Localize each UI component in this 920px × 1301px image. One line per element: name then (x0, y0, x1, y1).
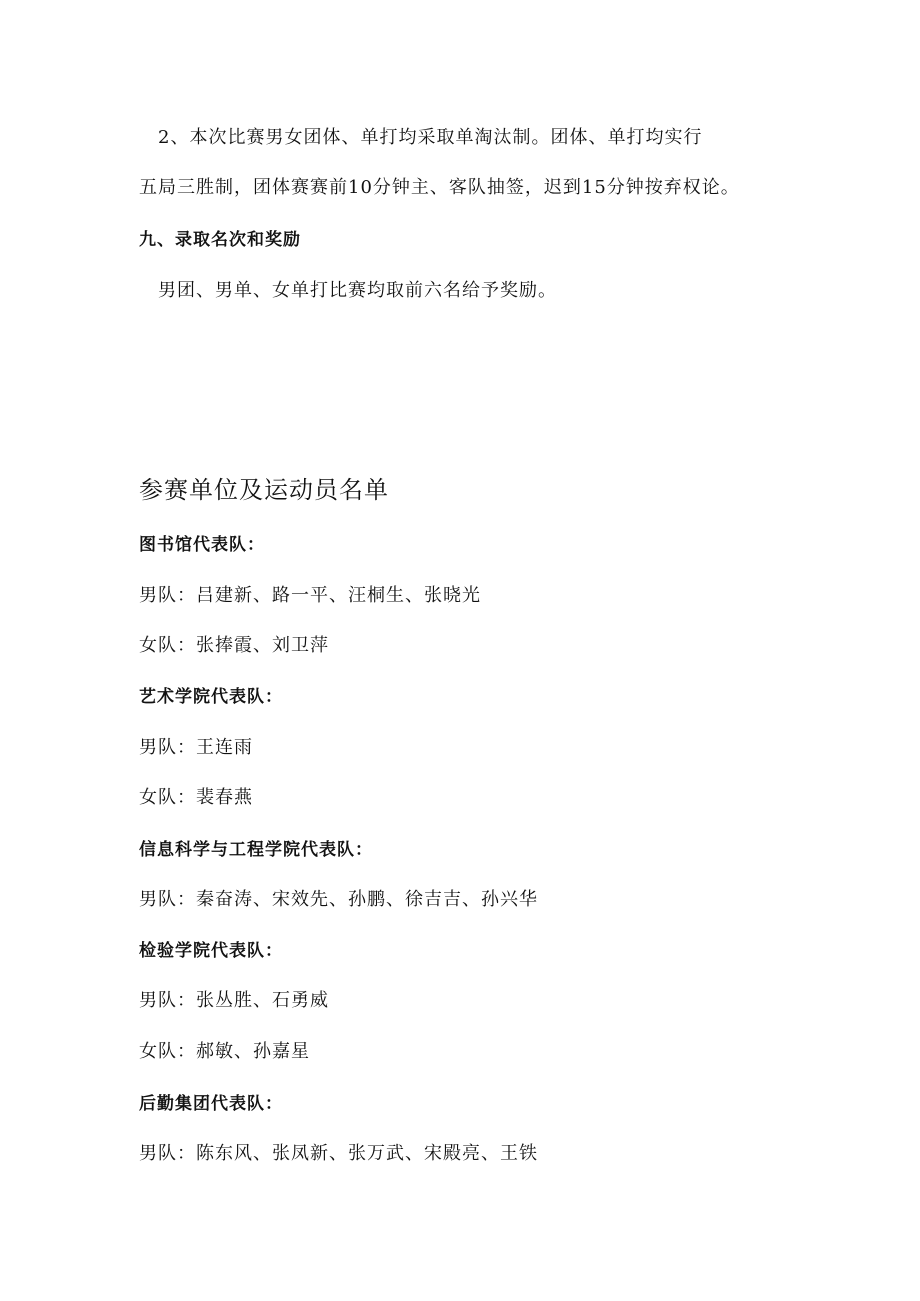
entry-names: 吕建新、路一平、汪桐生、张晓光 (196, 585, 481, 606)
team-entry (139, 888, 538, 912)
team-entry (139, 584, 481, 608)
team-entry (139, 786, 253, 810)
entry-names: 陈东风、张凤新、张万武、宋殿亮、王铁 (196, 1143, 538, 1164)
entry-names: 张丛胜、石勇威 (196, 990, 329, 1011)
entry-label: 男队： (139, 990, 196, 1011)
roster-title: 参赛单位及运动员名单 (139, 476, 389, 504)
entry-label: 女队： (139, 787, 196, 808)
entry-label: 男队： (139, 889, 196, 910)
entry-label: 男队： (139, 737, 196, 758)
entry-names: 裴春燕 (196, 787, 253, 808)
team-name: 后勤集团代表队： (139, 1094, 283, 1114)
team-name: 检验学院代表队： (139, 941, 283, 961)
entry-names: 王连雨 (196, 737, 253, 758)
entry-label: 女队： (139, 635, 196, 656)
team-name: 图书馆代表队： (139, 535, 265, 555)
entry-names: 张捧霞、刘卫萍 (196, 635, 329, 656)
entry-label: 男队： (139, 1143, 196, 1164)
team-entry (139, 1040, 310, 1064)
team-name: 信息科学与工程学院代表队： (139, 840, 373, 860)
entry-label: 女队： (139, 1041, 196, 1062)
entry-names: 秦奋涛、宋效先、孙鹏、徐吉吉、孙兴华 (196, 889, 538, 910)
team-entry (139, 634, 329, 658)
section-heading: 九、录取名次和奖励 (139, 230, 301, 250)
team-entry (139, 736, 253, 760)
team-name: 艺术学院代表队： (139, 687, 283, 707)
entry-names: 郝敏、孙嘉星 (196, 1041, 310, 1062)
team-entry (139, 989, 329, 1013)
intro-paragraph-line-1: 2、本次比赛男女团体、单打均采取单淘汰制。团体、单打均实行 (158, 127, 703, 148)
section-text: 男团、男单、女单打比赛均取前六名给予奖励。 (158, 280, 557, 301)
team-entry (139, 1142, 538, 1166)
entry-label: 男队： (139, 585, 196, 606)
intro-paragraph-line-2: 五局三胜制，团体赛赛前10分钟主、客队抽签，迟到15分钟按弃权论。 (139, 177, 740, 198)
